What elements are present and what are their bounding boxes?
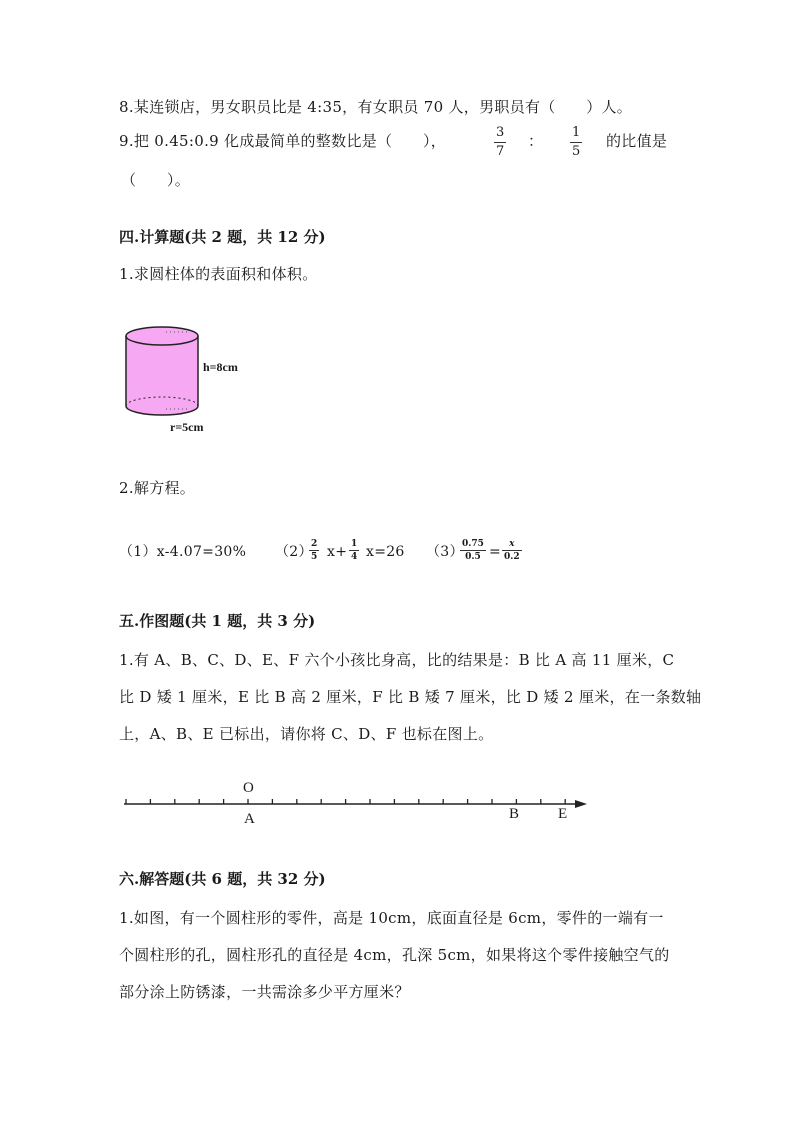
axis-label-b: B — [509, 806, 520, 822]
fraction-denominator: 7 — [496, 144, 505, 159]
section-6-question-1-line3: 部分涂上防锈漆，一共需涂多少平方厘米？ — [119, 983, 410, 1001]
fraction-denominator: 4 — [351, 552, 358, 562]
fraction-0.75-0.5 — [460, 539, 486, 562]
number-line-arrow — [575, 800, 587, 808]
section-5-question-1-line2: 比 D 矮 1 厘米，E 比 B 高 2 厘米，F 比 B 矮 7 厘米，比 D 矮 2 厘米，在一条数轴 — [119, 688, 702, 706]
fraction-denominator: 5 — [311, 552, 318, 562]
equation-2-suffix: x=26 — [366, 544, 405, 560]
section-6-title: 六.解答题(共 6 题，共 32 分) — [119, 870, 326, 888]
fraction-x-0.2 — [502, 539, 522, 562]
equation-2-prefix: （2） — [275, 544, 313, 560]
fraction-numerator: 1 — [351, 539, 358, 549]
question-8: 8.某连锁店，男女职员比是 4:35，有女职员 70 人，男职员有（ ）人。 — [119, 98, 633, 116]
equation-3-prefix: （3） — [426, 544, 464, 560]
axis-label-o: O — [243, 780, 254, 796]
section-6-question-1-line1: 1.如图，有一个圆柱形的零件，高是 10cm，底面直径是 6cm，零件的一端有一 — [119, 909, 664, 927]
section-6-question-1-line2: 个圆柱形的孔，圆柱形孔的直径是 4cm，孔深 5cm，如果将这个零件接触空气的 — [119, 946, 670, 964]
section-4-question-2: 2.解方程。 — [119, 479, 196, 497]
axis-label-e: E — [558, 806, 568, 822]
axis-label-a: A — [244, 811, 255, 827]
fraction-numerator: 1 — [572, 125, 581, 140]
question-9-part3: （ ）。 — [121, 171, 191, 189]
fraction-numerator: 3 — [496, 125, 505, 140]
fraction-bar — [502, 550, 522, 551]
fraction-denominator: 0.5 — [465, 552, 481, 562]
section-5-title: 五.作图题(共 1 题，共 3 分) — [119, 612, 316, 630]
fraction-1-5 — [570, 126, 582, 159]
section-4-question-1: 1.求圆柱体的表面积和体积。 — [119, 265, 318, 283]
fraction-bar — [460, 550, 486, 551]
equation-2-mid: x+ — [327, 544, 348, 560]
equation-1: （1）x-4.07=30% — [119, 544, 247, 560]
section-5-question-1-line1: 1.有 A、B、C、D、E、F 六个小孩比身高，比的结果是：B 比 A 高 11 厘米，C — [119, 651, 675, 669]
fraction-numerator: x — [509, 539, 515, 549]
fraction-bar — [349, 550, 359, 551]
equals-sign: = — [489, 544, 502, 560]
fraction-denominator: 0.2 — [504, 552, 520, 562]
section-5-question-1-line3: 上，A、B、E 已标出，请你将 C、D、F 也标在图上。 — [119, 725, 494, 743]
fraction-2-5 — [309, 539, 319, 562]
cylinder-body — [126, 336, 198, 415]
question-9-part2: 的比值是 — [606, 132, 668, 150]
question-9-part1: 9.把 0.45:0.9 化成最简单的整数比是（ ）， — [119, 132, 447, 150]
fraction-bar — [494, 142, 506, 143]
number-line — [115, 790, 595, 820]
fraction-bar — [570, 142, 582, 143]
fraction-numerator: 2 — [311, 539, 318, 549]
fraction-1-4 — [349, 539, 359, 562]
height-label: h=8cm — [203, 360, 238, 374]
fraction-bar — [309, 550, 319, 551]
ratio-colon: ： — [528, 132, 544, 150]
radius-label: r=5cm — [170, 420, 204, 434]
fraction-denominator: 5 — [572, 144, 581, 159]
section-4-title: 四.计算题(共 2 题，共 12 分) — [119, 228, 326, 246]
cylinder-top — [126, 327, 198, 345]
fraction-numerator: 0.75 — [462, 539, 484, 549]
fraction-3-7 — [494, 126, 506, 159]
